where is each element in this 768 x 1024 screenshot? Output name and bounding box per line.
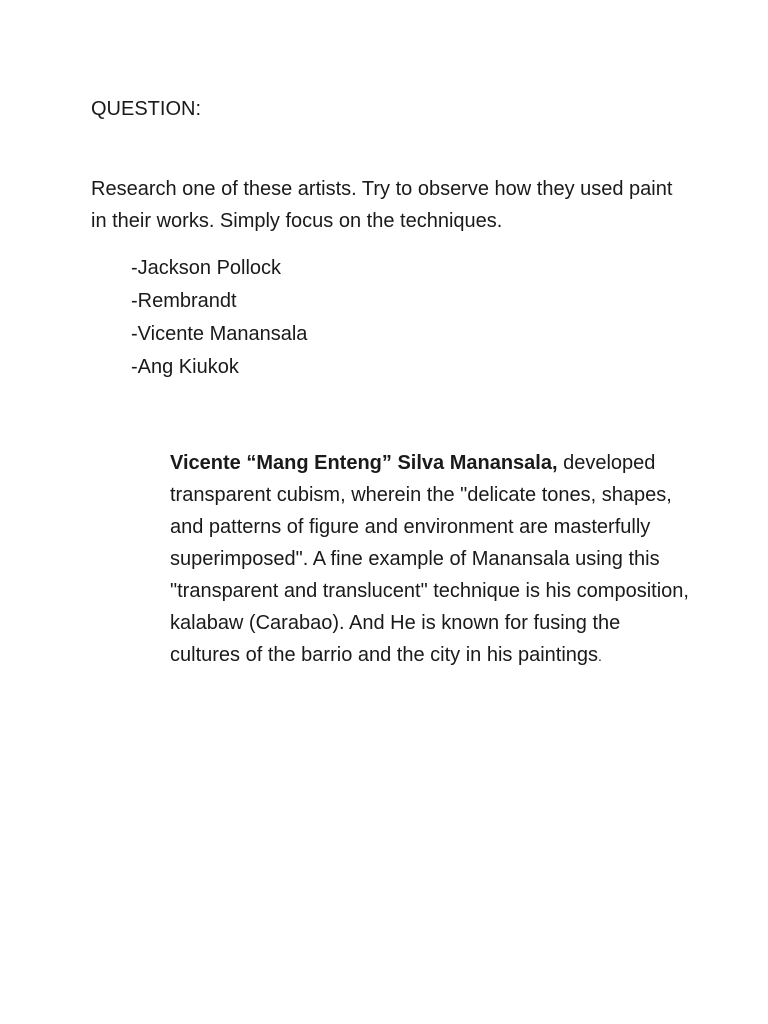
answer-end-punctuation: . [598,648,602,664]
answer-body: developed transparent cubism, wherein the "delicate tones, shapes, and patterns of figure and environment are masterfully superimposed". A fine example of Manansala using this "transparent and translucent" technique is his composition, kalabaw (Carabao). And He is known for fusing the cultures of the barrio and the city in his paintings [170,452,689,666]
list-item: -Jackson Pollock [131,257,282,279]
list-item: -Rembrandt [131,290,237,312]
answer-artist-name: Vicente “Mang Enteng” Silva Manansala, [170,452,558,474]
answer-paragraph [170,447,690,672]
list-item: -Ang Kiukok [131,356,239,378]
question-heading: QUESTION: [91,98,202,120]
list-item: -Vicente Manansala [131,323,308,345]
artist-list [131,252,307,384]
question-prompt: Research one of these artists. Try to observe how they used paint in their works. Simply focus on the techniques. [91,178,673,232]
